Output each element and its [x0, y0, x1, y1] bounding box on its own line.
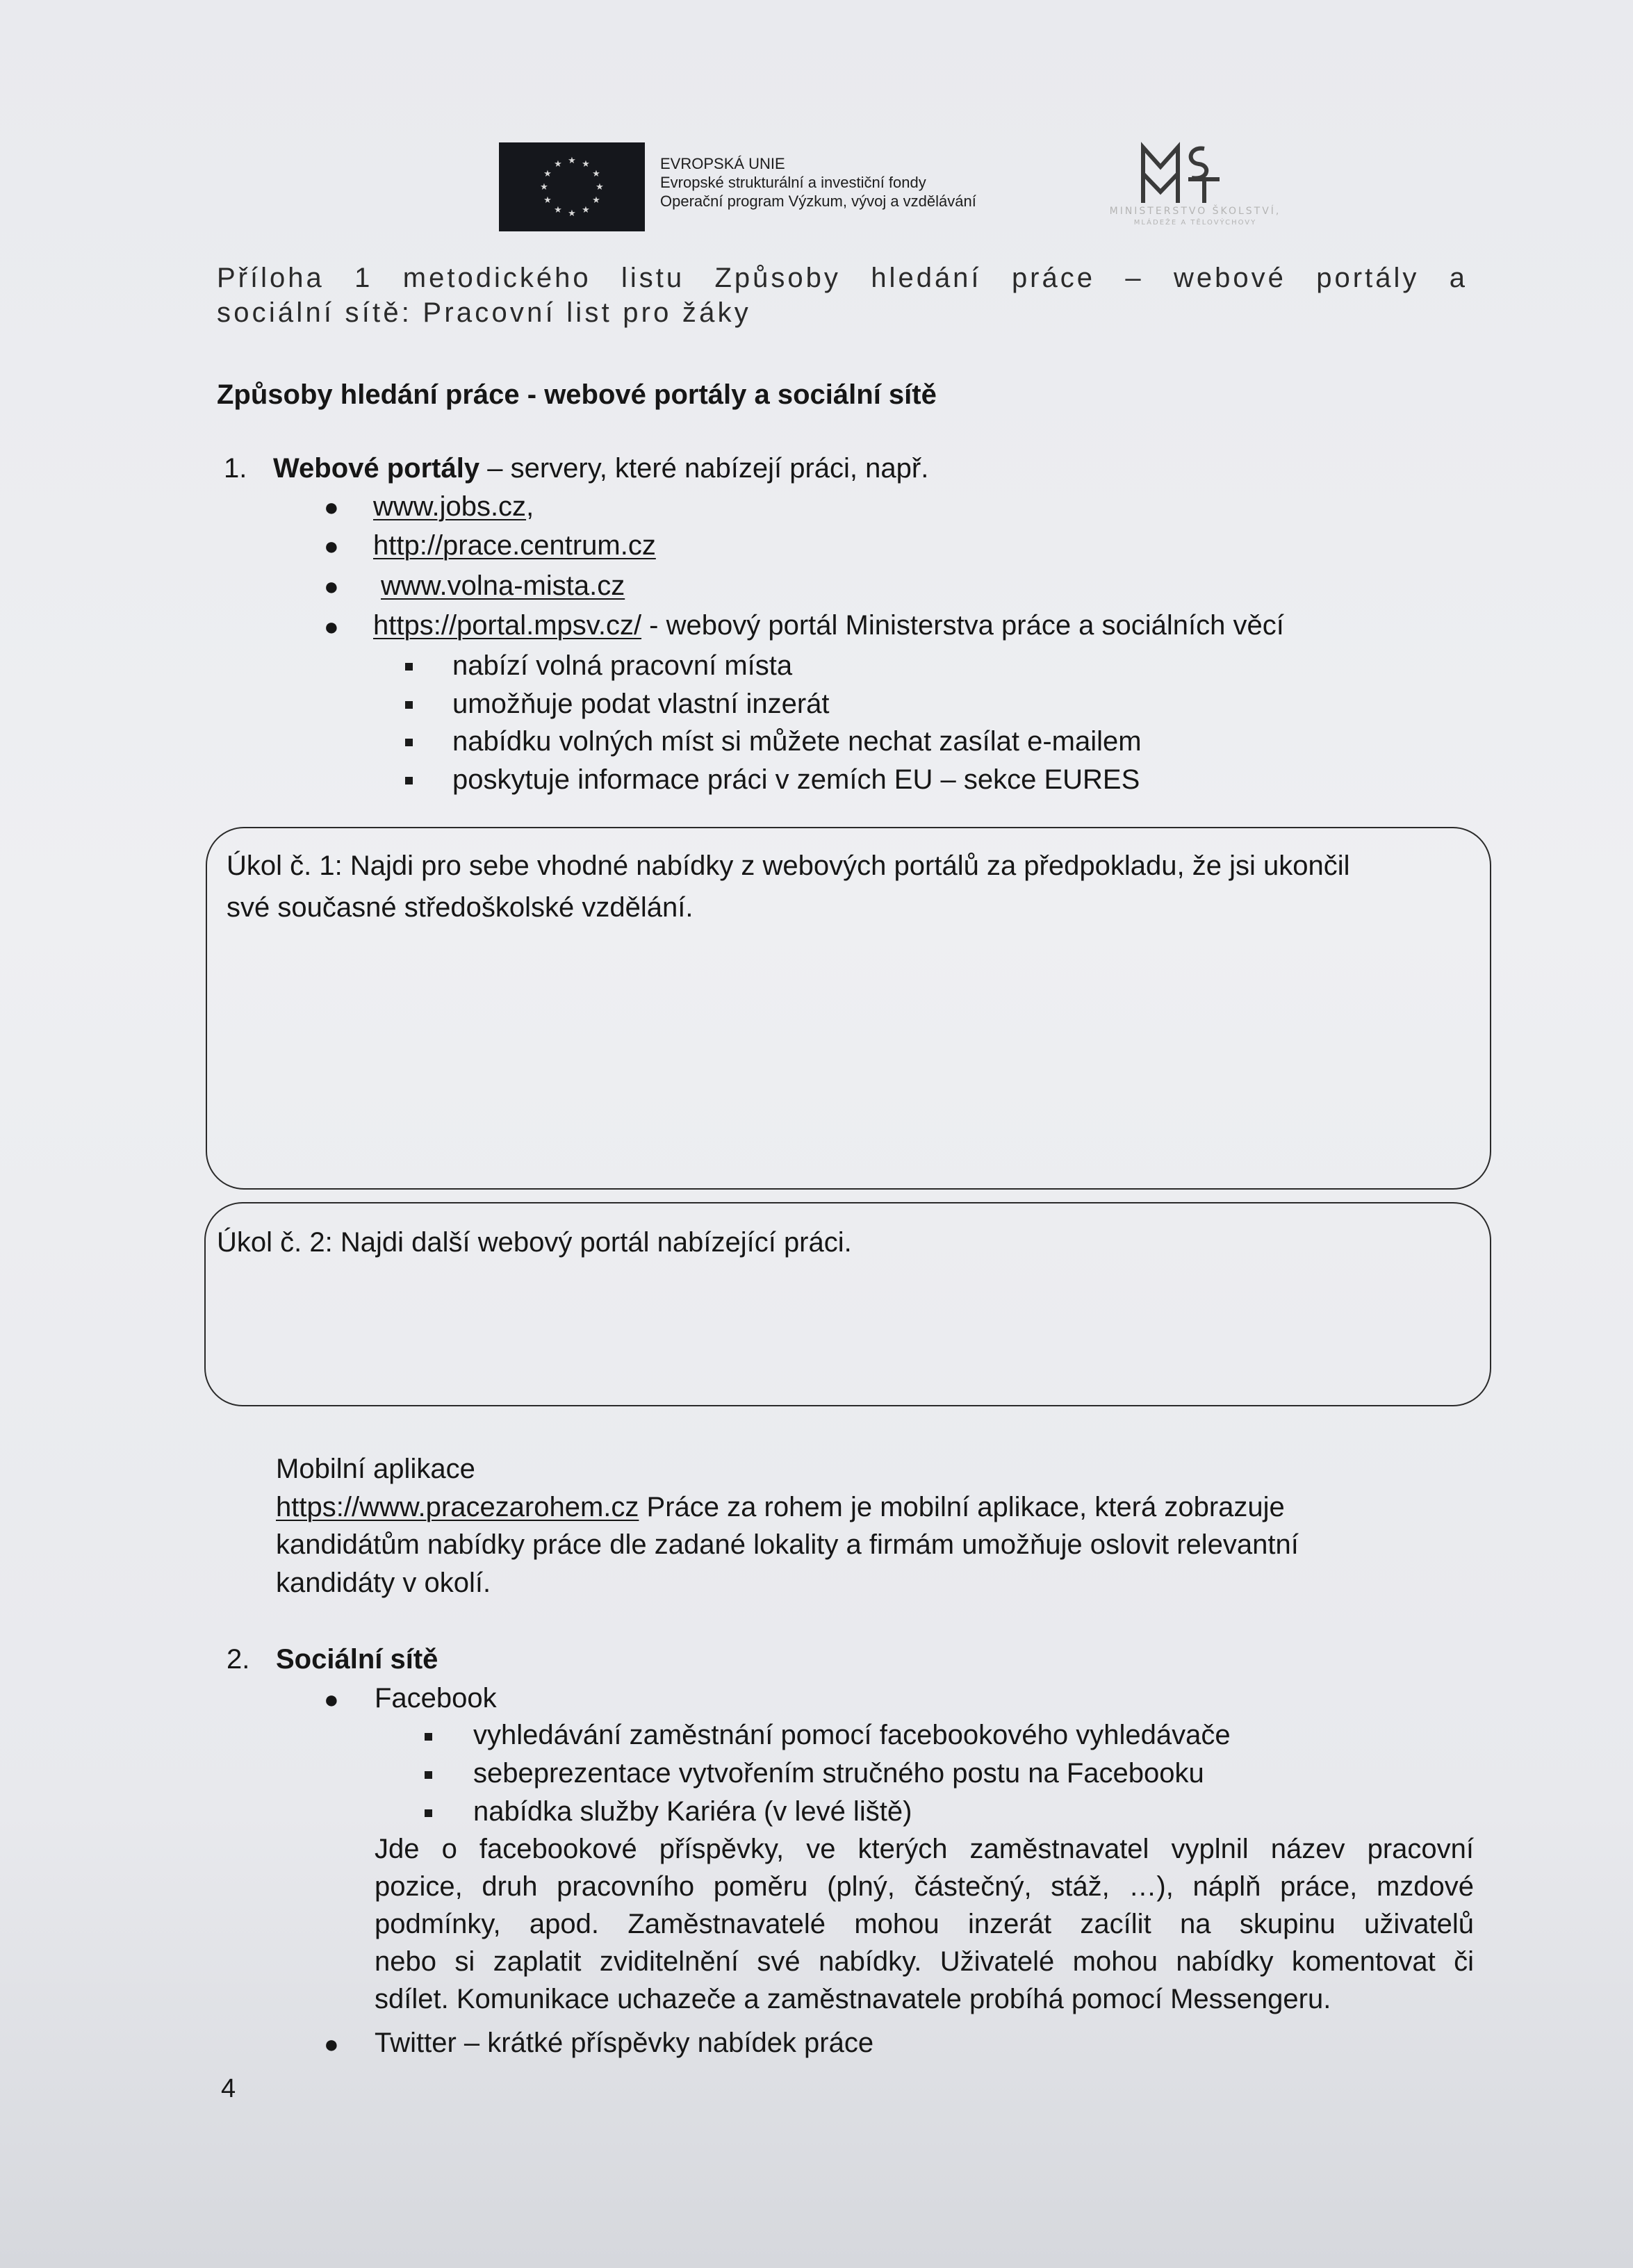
section-heading: Způsoby hledání práce - webové portály a sociální sítě: [217, 379, 937, 410]
svg-text:★: ★: [543, 169, 552, 179]
paragraph-line: podmínky, apod. Zaměstnavatelé mohou inzerát zacílit na skupinu uživatelů: [375, 1909, 1474, 1939]
square-bullet-icon: [405, 777, 413, 784]
title-word: webové: [1174, 263, 1286, 293]
svg-text:★: ★: [540, 182, 548, 192]
link-volna-mista[interactable]: www.volna-mista.cz: [381, 570, 625, 601]
title-word: metodického: [402, 263, 591, 293]
eu-logo-line: Evropské strukturální a investiční fondy: [660, 174, 926, 191]
eu-logo-line: Operační program Výzkum, vývoj a vzdělávání: [660, 192, 976, 210]
sub-list-item: nabízí volná pracovní místa: [452, 650, 793, 681]
title-word: a: [1449, 263, 1468, 293]
link-mpsv[interactable]: https://portal.mpsv.cz/: [373, 610, 642, 641]
link-pracezarohem[interactable]: https://www.pracezarohem.cz: [276, 1492, 639, 1522]
title-word: Příloha: [217, 263, 325, 293]
paragraph-line: nebo si zaplatit zviditelnění své nabídky. Uživatelé mohou nabídky komentovat či: [375, 1946, 1474, 1977]
sub-list-item: vyhledávání zaměstnání pomocí facebookového vyhledávače: [473, 1720, 1231, 1750]
sub-list-item: sebeprezentace vytvořením stručného postu na Facebooku: [473, 1758, 1204, 1789]
eu-logo-text: [660, 154, 976, 211]
title-word: portály: [1316, 263, 1420, 293]
mobile-heading: Mobilní aplikace: [276, 1454, 475, 1484]
msmt-logo-icon: [1094, 139, 1296, 229]
document-title-line2: sociální sítě: Pracovní list pro žáky: [217, 297, 751, 328]
square-bullet-icon: [425, 1733, 432, 1741]
msmt-logo-line: MINISTERSTVO ŠKOLSTVÍ,: [1109, 206, 1281, 217]
paragraph-line: pozice, druh pracovního poměru (plný, částečný, stáž, …), náplň práce, mzdové: [375, 1871, 1474, 1902]
mobile-line3: kandidáty v okolí.: [276, 1568, 491, 1598]
list-item: https://portal.mpsv.cz/ - webový portál Ministerstva práce a sociálních věcí: [373, 610, 1284, 641]
title-word: hledání: [871, 263, 982, 293]
task1-text-line1: Úkol č. 1: Najdi pro sebe vhodné nabídky z webových portálů za předpokladu, že jsi ukončil: [227, 850, 1350, 881]
square-bullet-icon: [405, 739, 413, 746]
eu-logo-line: EVROPSKÁ UNIE: [660, 155, 785, 172]
bullet-icon: ●: [324, 572, 339, 600]
mobile-line1: https://www.pracezarohem.cz Práce za rohem je mobilní aplikace, která zobrazuje: [276, 1492, 1285, 1522]
title-word: –: [1125, 263, 1144, 293]
link-jobs[interactable]: www.jobs.cz: [373, 491, 527, 522]
paragraph-line: sdílet. Komunikace uchazeče a zaměstnavatele probíhá pomocí Messengeru.: [375, 1984, 1331, 2014]
title-word: 1: [354, 263, 373, 293]
sub-list-item: umožňuje podat vlastní inzerát: [452, 689, 830, 719]
title-word: listu: [621, 263, 685, 293]
title-word: Způsoby: [714, 263, 841, 293]
document-title-line1: [217, 263, 1468, 294]
svg-text:★: ★: [568, 208, 576, 219]
mobile-line2: kandidátům nabídky práce dle zadané lokality a firmám umožňuje oslovit relevantní: [276, 1529, 1299, 1560]
list-number: 2.: [227, 1644, 250, 1675]
title-word: práce: [1011, 263, 1095, 293]
svg-text:★: ★: [582, 205, 590, 215]
paragraph-line: Jde o facebookové příspěvky, ve kterých zaměstnavatel vyplnil název pracovní: [375, 1834, 1474, 1864]
square-bullet-icon: [425, 1771, 432, 1779]
bullet-icon: ●: [324, 612, 339, 641]
list-item: www.jobs.cz,: [373, 491, 534, 522]
square-bullet-icon: [425, 1809, 432, 1817]
section1-heading: Webové portály: [273, 453, 480, 484]
section2-heading: Sociální sítě: [276, 1644, 438, 1675]
svg-text:★: ★: [543, 195, 552, 206]
list-number: 1.: [224, 453, 247, 484]
svg-text:★: ★: [596, 182, 604, 192]
square-bullet-icon: [405, 701, 413, 709]
section1-intro: – servery, které nabízejí práci, např.: [479, 453, 929, 484]
svg-text:★: ★: [568, 156, 576, 166]
link-prace-centrum[interactable]: http://prace.centrum.cz: [373, 530, 656, 561]
sub-list-item: nabídku volných míst si můžete nechat zasílat e-mailem: [452, 726, 1142, 757]
list-item: [381, 569, 625, 602]
bullet-icon: ●: [324, 2030, 339, 2058]
task1-text-line2: své současné středoškolské vzdělání.: [227, 892, 694, 923]
list-item-facebook: Facebook: [375, 1683, 497, 1714]
task2-text: Úkol č. 2: Najdi další webový portál nabízející práci.: [217, 1227, 852, 1258]
svg-text:★: ★: [582, 159, 590, 170]
svg-text:★: ★: [592, 169, 600, 179]
list-item: [373, 529, 656, 562]
section1-heading-line: [273, 452, 928, 485]
sub-list-item: poskytuje informace práci v zemích EU – sekce EURES: [452, 764, 1140, 795]
svg-text:★: ★: [554, 205, 562, 215]
facebook-paragraph: [375, 1830, 1474, 2018]
bullet-icon: ●: [324, 532, 339, 560]
svg-text:★: ★: [554, 159, 562, 170]
msmt-logo-line: MLÁDEŽE A TĚLOVÝCHOVY: [1133, 219, 1257, 227]
page-number: 4: [221, 2074, 236, 2103]
list-item-twitter: Twitter – krátké příspěvky nabídek práce: [375, 2028, 874, 2058]
sub-list-item: nabídka služby Kariéra (v levé liště): [473, 1796, 912, 1827]
svg-text:★: ★: [592, 195, 600, 206]
bullet-icon: ●: [324, 1685, 339, 1714]
bullet-icon: ●: [324, 493, 339, 521]
eu-flag-icon: [499, 142, 645, 231]
square-bullet-icon: [405, 663, 413, 671]
